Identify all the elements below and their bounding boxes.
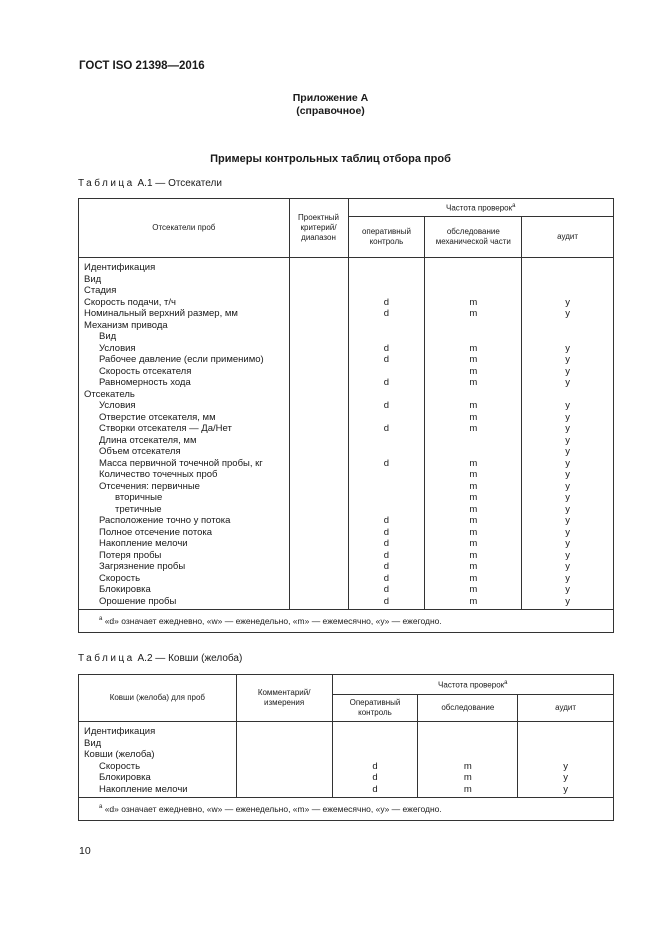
table-row bbox=[79, 446, 614, 458]
row-label: Идентификация bbox=[79, 258, 290, 274]
row-daily bbox=[348, 469, 425, 481]
row-label: Скорость bbox=[79, 761, 237, 773]
table2-footnote bbox=[79, 798, 614, 821]
row-yearly bbox=[522, 274, 614, 286]
section-title: Примеры контрольных таблиц отбора проб bbox=[210, 153, 451, 165]
table1-header-mechanical: обследование механической части bbox=[425, 217, 522, 258]
table-row bbox=[79, 435, 614, 447]
row-daily: d bbox=[348, 377, 425, 389]
table-row bbox=[79, 285, 614, 297]
table-row bbox=[79, 492, 614, 504]
row-label: Равномерность хода bbox=[79, 377, 290, 389]
row-daily: d bbox=[348, 343, 425, 355]
row-label: Отсекатель bbox=[79, 389, 290, 401]
row-label: Накопление мелочи bbox=[79, 784, 237, 798]
annex-title: Приложение А bbox=[292, 92, 369, 104]
row-daily bbox=[348, 274, 425, 286]
row-daily bbox=[332, 738, 418, 750]
table2-header-audit: аудит bbox=[518, 695, 614, 722]
row-monthly: m bbox=[425, 458, 522, 470]
row-yearly bbox=[518, 722, 614, 738]
row-criterion bbox=[289, 538, 348, 550]
table-buckets bbox=[78, 674, 614, 821]
row-criterion bbox=[289, 354, 348, 366]
row-monthly: m bbox=[425, 561, 522, 573]
table-row bbox=[79, 331, 614, 343]
row-monthly bbox=[425, 446, 522, 458]
table-row bbox=[79, 515, 614, 527]
table2-header-operational: Оперативный контроль bbox=[332, 695, 418, 722]
row-label: Блокировка bbox=[79, 772, 237, 784]
table-row bbox=[79, 354, 614, 366]
row-label: Идентификация bbox=[79, 722, 237, 738]
table1-header-cutters: Отсекатели проб bbox=[79, 199, 290, 258]
row-monthly bbox=[425, 389, 522, 401]
row-criterion bbox=[289, 285, 348, 297]
table-row bbox=[79, 550, 614, 562]
row-monthly: m bbox=[425, 550, 522, 562]
row-yearly bbox=[522, 320, 614, 332]
table-row bbox=[79, 573, 614, 585]
table-row bbox=[79, 538, 614, 550]
row-criterion bbox=[289, 492, 348, 504]
table-row bbox=[79, 389, 614, 401]
table-row bbox=[79, 400, 614, 412]
row-label: Вид bbox=[79, 274, 290, 286]
row-label: Условия bbox=[79, 343, 290, 355]
row-daily: d bbox=[348, 297, 425, 309]
table-row bbox=[79, 297, 614, 309]
row-yearly: y bbox=[522, 469, 614, 481]
row-yearly: y bbox=[518, 772, 614, 784]
table-row bbox=[79, 308, 614, 320]
row-monthly: m bbox=[425, 492, 522, 504]
row-daily bbox=[348, 504, 425, 516]
row-yearly: y bbox=[522, 400, 614, 412]
row-daily: d bbox=[348, 308, 425, 320]
row-monthly: m bbox=[418, 784, 518, 798]
row-monthly: m bbox=[418, 761, 518, 773]
row-monthly: m bbox=[425, 423, 522, 435]
row-label: Орошение пробы bbox=[79, 596, 290, 610]
row-label: Расположение точно у потока bbox=[79, 515, 290, 527]
row-criterion bbox=[289, 274, 348, 286]
table1-header-operational: оперативный контроль bbox=[348, 217, 425, 258]
row-yearly: y bbox=[522, 561, 614, 573]
row-monthly bbox=[418, 722, 518, 738]
row-daily: d bbox=[332, 772, 418, 784]
row-yearly bbox=[522, 389, 614, 401]
row-daily bbox=[348, 258, 425, 274]
row-criterion bbox=[289, 435, 348, 447]
row-yearly: y bbox=[522, 492, 614, 504]
row-label: Вид bbox=[79, 331, 290, 343]
table-row bbox=[79, 320, 614, 332]
row-criterion bbox=[289, 481, 348, 493]
row-criterion bbox=[236, 738, 332, 750]
row-criterion bbox=[289, 297, 348, 309]
table1-caption-prefix: Таблица bbox=[78, 178, 135, 189]
table2-header-frequency bbox=[332, 675, 613, 695]
row-label: Отверстие отсекателя, мм bbox=[79, 412, 290, 424]
row-label: Отсечения: первичные bbox=[79, 481, 290, 493]
row-criterion bbox=[289, 504, 348, 516]
row-label: Ковши (желоба) bbox=[79, 749, 237, 761]
footnote-mark: a bbox=[99, 804, 103, 811]
row-criterion bbox=[236, 772, 332, 784]
table1-body bbox=[79, 258, 614, 610]
table2-header-comment: Комментарий/ измерения bbox=[236, 675, 332, 722]
row-criterion bbox=[289, 308, 348, 320]
row-criterion bbox=[289, 343, 348, 355]
row-criterion bbox=[289, 331, 348, 343]
row-label: Скорость bbox=[79, 573, 290, 585]
page-number: 10 bbox=[79, 845, 91, 857]
row-yearly: y bbox=[522, 596, 614, 610]
row-daily: d bbox=[348, 515, 425, 527]
row-criterion bbox=[289, 366, 348, 378]
table-samplers bbox=[78, 198, 614, 633]
footnote-text: «d» означает ежедневно, «w» — еженедельно, «m» — ежемесячно, «y» — ежегодно. bbox=[102, 804, 442, 814]
row-monthly: m bbox=[425, 308, 522, 320]
row-criterion bbox=[289, 412, 348, 424]
row-daily: d bbox=[348, 400, 425, 412]
footnote-mark: a bbox=[99, 616, 103, 623]
table-row bbox=[79, 527, 614, 539]
row-monthly: m bbox=[425, 469, 522, 481]
footnote-text: «d» означает ежедневно, «w» — еженедельно, «m» — ежемесячно, «y» — ежегодно. bbox=[102, 616, 442, 626]
row-criterion bbox=[289, 596, 348, 610]
row-yearly bbox=[522, 285, 614, 297]
row-monthly: m bbox=[425, 297, 522, 309]
row-criterion bbox=[289, 561, 348, 573]
row-monthly: m bbox=[425, 412, 522, 424]
table1-caption-text: А.1 — Отсекатели bbox=[134, 178, 222, 189]
row-yearly: y bbox=[522, 297, 614, 309]
row-label: Скорость отсекателя bbox=[79, 366, 290, 378]
row-label: третичные bbox=[79, 504, 290, 516]
row-label: Блокировка bbox=[79, 584, 290, 596]
row-monthly: m bbox=[425, 343, 522, 355]
row-daily bbox=[348, 366, 425, 378]
row-criterion bbox=[289, 515, 348, 527]
row-monthly: m bbox=[425, 596, 522, 610]
row-daily bbox=[348, 389, 425, 401]
row-daily bbox=[348, 412, 425, 424]
row-daily: d bbox=[348, 561, 425, 573]
row-yearly: y bbox=[522, 435, 614, 447]
row-yearly bbox=[522, 331, 614, 343]
table-row bbox=[79, 749, 614, 761]
table-row bbox=[79, 258, 614, 274]
table-row bbox=[79, 458, 614, 470]
table2-caption-text: А.2 — Ковши (желоба) bbox=[134, 653, 243, 664]
table1-caption bbox=[78, 178, 222, 189]
row-daily bbox=[332, 722, 418, 738]
table2-body bbox=[79, 722, 614, 798]
document-code: ГОСТ ISO 21398—2016 bbox=[79, 60, 205, 72]
row-monthly bbox=[425, 285, 522, 297]
footnote-ref: a bbox=[512, 203, 516, 210]
row-daily: d bbox=[348, 550, 425, 562]
row-criterion bbox=[289, 527, 348, 539]
row-yearly: y bbox=[522, 584, 614, 596]
row-monthly: m bbox=[425, 354, 522, 366]
table-row bbox=[79, 584, 614, 596]
row-monthly bbox=[418, 738, 518, 750]
row-monthly: m bbox=[425, 584, 522, 596]
row-yearly: y bbox=[518, 784, 614, 798]
row-criterion bbox=[289, 458, 348, 470]
table-row bbox=[79, 561, 614, 573]
row-yearly: y bbox=[522, 527, 614, 539]
table-row bbox=[79, 274, 614, 286]
row-label: Створки отсекателя — Да/Нет bbox=[79, 423, 290, 435]
row-monthly: m bbox=[425, 504, 522, 516]
row-label: Объем отсекателя bbox=[79, 446, 290, 458]
table1-footnote bbox=[79, 610, 614, 633]
row-criterion bbox=[289, 469, 348, 481]
table-row bbox=[79, 784, 614, 798]
table-row bbox=[79, 412, 614, 424]
row-yearly: y bbox=[522, 538, 614, 550]
row-label: Скорость подачи, т/ч bbox=[79, 297, 290, 309]
row-label: Накопление мелочи bbox=[79, 538, 290, 550]
row-criterion bbox=[236, 749, 332, 761]
row-criterion bbox=[236, 722, 332, 738]
row-daily bbox=[348, 435, 425, 447]
row-criterion bbox=[289, 377, 348, 389]
row-daily: d bbox=[348, 584, 425, 596]
table-row bbox=[79, 738, 614, 750]
row-monthly: m bbox=[425, 573, 522, 585]
row-label: Стадия bbox=[79, 285, 290, 297]
row-criterion bbox=[289, 446, 348, 458]
row-daily: d bbox=[348, 573, 425, 585]
table-row bbox=[79, 596, 614, 610]
row-criterion bbox=[289, 423, 348, 435]
table2-caption-prefix: Таблица bbox=[78, 653, 135, 664]
table-row bbox=[79, 481, 614, 493]
row-monthly: m bbox=[425, 400, 522, 412]
row-label: Загрязнение пробы bbox=[79, 561, 290, 573]
row-daily: d bbox=[332, 784, 418, 798]
table2-caption bbox=[78, 653, 242, 664]
annex-heading bbox=[0, 92, 661, 118]
row-daily: d bbox=[332, 761, 418, 773]
row-monthly: m bbox=[425, 538, 522, 550]
row-daily: d bbox=[348, 538, 425, 550]
table1-header-audit: аудит bbox=[522, 217, 614, 258]
row-monthly bbox=[425, 435, 522, 447]
footnote-ref: a bbox=[504, 680, 508, 687]
row-yearly: y bbox=[522, 308, 614, 320]
row-label: Номинальный верхний размер, мм bbox=[79, 308, 290, 320]
row-label: Количество точечных проб bbox=[79, 469, 290, 481]
row-monthly: m bbox=[425, 377, 522, 389]
row-monthly: m bbox=[425, 527, 522, 539]
table1-header-frequency bbox=[348, 199, 614, 217]
row-daily: d bbox=[348, 423, 425, 435]
row-label: вторичные bbox=[79, 492, 290, 504]
row-yearly: y bbox=[522, 481, 614, 493]
row-criterion bbox=[289, 320, 348, 332]
row-monthly bbox=[418, 749, 518, 761]
row-yearly: y bbox=[522, 354, 614, 366]
row-daily: d bbox=[348, 354, 425, 366]
row-yearly: y bbox=[522, 343, 614, 355]
row-yearly: y bbox=[522, 366, 614, 378]
row-criterion bbox=[289, 389, 348, 401]
table-row bbox=[79, 343, 614, 355]
row-monthly bbox=[425, 258, 522, 274]
row-label: Вид bbox=[79, 738, 237, 750]
row-monthly: m bbox=[425, 366, 522, 378]
table2-header-inspection: обследование bbox=[418, 695, 518, 722]
table2-header-frequency-text: Частота проверок bbox=[438, 680, 505, 690]
row-monthly: m bbox=[425, 515, 522, 527]
row-criterion bbox=[289, 550, 348, 562]
row-daily bbox=[348, 446, 425, 458]
row-criterion bbox=[289, 400, 348, 412]
table-row bbox=[79, 772, 614, 784]
row-yearly: y bbox=[522, 515, 614, 527]
row-yearly: y bbox=[522, 377, 614, 389]
row-yearly: y bbox=[522, 458, 614, 470]
row-criterion bbox=[236, 761, 332, 773]
row-criterion bbox=[289, 573, 348, 585]
annex-subtitle: (справочное) bbox=[296, 105, 365, 117]
row-label: Полное отсечение потока bbox=[79, 527, 290, 539]
table1-header-criterion: Проектный критерий/ диапазон bbox=[289, 199, 348, 258]
row-label: Потеря пробы bbox=[79, 550, 290, 562]
table1-header-frequency-text: Частота проверок bbox=[446, 203, 513, 213]
row-monthly bbox=[425, 274, 522, 286]
table-row bbox=[79, 504, 614, 516]
row-daily bbox=[348, 285, 425, 297]
row-daily: d bbox=[348, 527, 425, 539]
row-yearly: y bbox=[522, 423, 614, 435]
row-label: Механизм привода bbox=[79, 320, 290, 332]
row-criterion bbox=[289, 584, 348, 596]
row-yearly: y bbox=[522, 446, 614, 458]
table-row bbox=[79, 423, 614, 435]
row-yearly: y bbox=[518, 761, 614, 773]
row-monthly bbox=[425, 331, 522, 343]
row-yearly bbox=[522, 258, 614, 274]
row-yearly bbox=[518, 738, 614, 750]
row-yearly: y bbox=[522, 573, 614, 585]
row-criterion bbox=[289, 258, 348, 274]
row-daily: d bbox=[348, 596, 425, 610]
table-row bbox=[79, 469, 614, 481]
table-row bbox=[79, 377, 614, 389]
row-monthly: m bbox=[425, 481, 522, 493]
row-label: Масса первичной точечной пробы, кг bbox=[79, 458, 290, 470]
row-monthly bbox=[425, 320, 522, 332]
row-label: Длина отсекателя, мм bbox=[79, 435, 290, 447]
row-yearly: y bbox=[522, 550, 614, 562]
row-daily bbox=[348, 481, 425, 493]
row-daily bbox=[332, 749, 418, 761]
row-daily: d bbox=[348, 458, 425, 470]
row-label: Рабочее давление (если применимо) bbox=[79, 354, 290, 366]
table2-header-buckets: Ковши (желоба) для проб bbox=[79, 675, 237, 722]
row-daily bbox=[348, 492, 425, 504]
row-criterion bbox=[236, 784, 332, 798]
row-daily bbox=[348, 331, 425, 343]
table-row bbox=[79, 366, 614, 378]
row-daily bbox=[348, 320, 425, 332]
row-monthly: m bbox=[418, 772, 518, 784]
row-yearly: y bbox=[522, 412, 614, 424]
row-yearly bbox=[518, 749, 614, 761]
table-row bbox=[79, 761, 614, 773]
row-label: Условия bbox=[79, 400, 290, 412]
row-yearly: y bbox=[522, 504, 614, 516]
table-row bbox=[79, 722, 614, 738]
